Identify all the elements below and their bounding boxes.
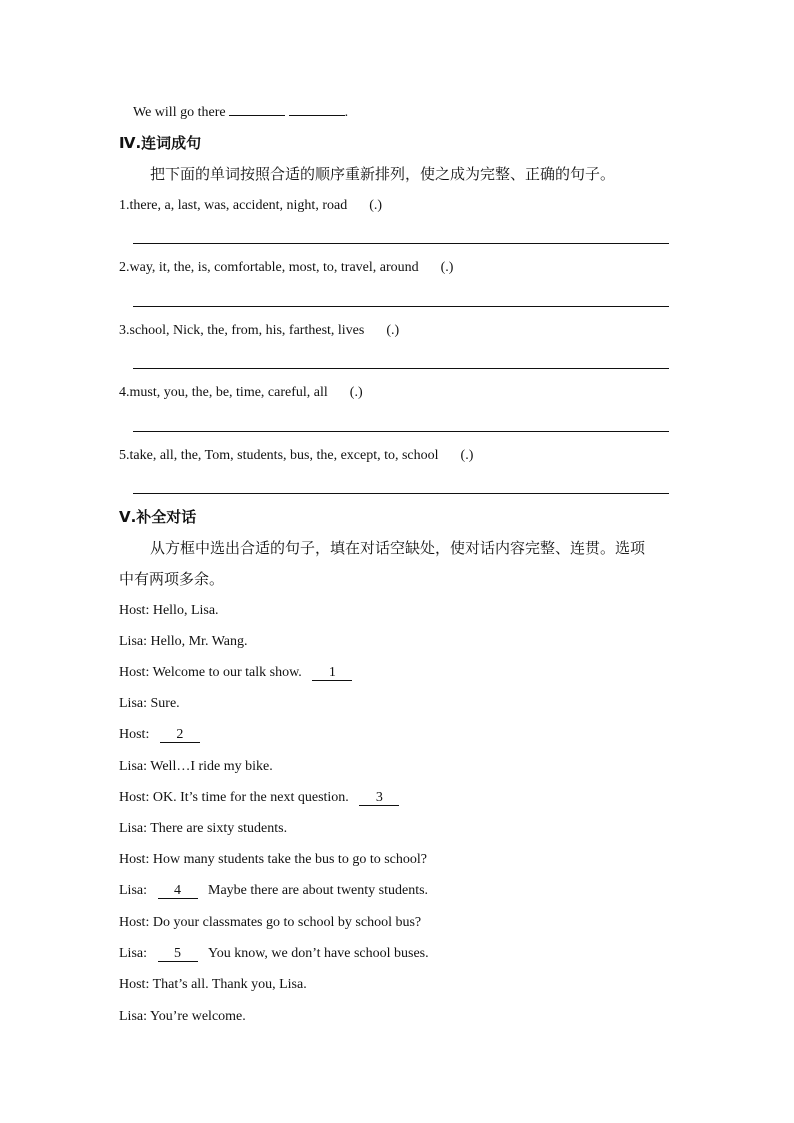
- dialogue-text: OK. It’s time for the next question.: [152, 790, 349, 805]
- dialogue-text: You know, we don’t have school buses.: [208, 946, 429, 961]
- speaker: Lisa:: [119, 696, 147, 711]
- dialogue-line: [119, 1008, 246, 1026]
- dialogue-text: Maybe there are about twenty students.: [208, 883, 429, 898]
- section-4-instruction: 把下面的单词按照合适的顺序重新排列，使之成为完整、正确的句子。: [150, 165, 616, 183]
- dialogue-line: [119, 664, 352, 682]
- speaker: Lisa:: [119, 634, 147, 649]
- dialogue-text: Hello, Mr. Wang.: [150, 634, 248, 649]
- item-words: 2.way, it, the, is, comfortable, most, to, travel, around: [119, 260, 419, 275]
- dialogue-text: There are sixty students.: [150, 821, 288, 836]
- list-item: [119, 259, 453, 277]
- answer-blank[interactable]: [229, 103, 285, 116]
- item-words: 5.take, all, the, Tom, students, bus, the, except, to, school: [119, 448, 439, 463]
- section-5-instruction-line2: 中有两项多余。: [119, 570, 225, 588]
- dialogue-text: You’re welcome.: [149, 1009, 246, 1024]
- dialogue-text: Do your classmates go to school by school bus?: [152, 915, 422, 930]
- speaker: Lisa:: [119, 946, 147, 961]
- top-sentence-text: We will go there: [133, 105, 226, 120]
- list-item: [119, 384, 363, 402]
- list-item: [119, 322, 399, 340]
- dialogue-line: [119, 758, 273, 776]
- section-4-title: Ⅳ.连词成句: [119, 134, 202, 152]
- dialogue-blank[interactable]: 4: [158, 883, 198, 899]
- speaker: Host:: [119, 790, 150, 805]
- answer-line[interactable]: [133, 306, 669, 307]
- dialogue-blank[interactable]: 1: [312, 665, 352, 681]
- top-sentence-end: .: [344, 105, 349, 120]
- dialogue-line: [119, 789, 399, 807]
- speaker: Host:: [119, 727, 150, 742]
- list-item: [119, 447, 473, 465]
- dialogue-line: [119, 726, 200, 744]
- speaker: Lisa:: [119, 821, 147, 836]
- speaker: Lisa:: [119, 759, 147, 774]
- item-punct: (.): [460, 448, 474, 463]
- dialogue-line: [119, 976, 307, 994]
- item-words: 4.must, you, the, be, time, careful, all: [119, 385, 328, 400]
- speaker: Host:: [119, 603, 150, 618]
- list-item: [119, 197, 382, 215]
- dialogue-line: [119, 633, 248, 651]
- speaker: Lisa:: [119, 1009, 147, 1024]
- dialogue-line: [119, 851, 427, 869]
- item-words: 1.there, a, last, was, accident, night, road: [119, 198, 348, 213]
- item-punct: (.): [440, 260, 454, 275]
- answer-blank[interactable]: [289, 103, 345, 116]
- dialogue-line: [119, 914, 421, 932]
- dialogue-line: [119, 820, 287, 838]
- answer-line[interactable]: [133, 243, 669, 244]
- item-words: 3.school, Nick, the, from, his, farthest, lives: [119, 323, 365, 338]
- item-punct: (.): [369, 198, 383, 213]
- item-punct: (.): [386, 323, 400, 338]
- speaker: Host:: [119, 665, 150, 680]
- answer-line[interactable]: [133, 493, 669, 494]
- speaker: Host:: [119, 977, 150, 992]
- speaker: Host:: [119, 852, 150, 867]
- dialogue-text: Welcome to our talk show.: [152, 665, 302, 680]
- dialogue-text: Well…I ride my bike.: [150, 759, 273, 774]
- section-5-title: Ⅴ.补全对话: [119, 508, 197, 526]
- dialogue-blank[interactable]: 3: [359, 790, 399, 806]
- dialogue-blank[interactable]: 5: [158, 946, 198, 962]
- answer-line[interactable]: [133, 368, 669, 369]
- dialogue-text: Hello, Lisa.: [152, 603, 219, 618]
- dialogue-text: That’s all. Thank you, Lisa.: [152, 977, 307, 992]
- dialogue-line: [119, 882, 428, 900]
- answer-line[interactable]: [133, 431, 669, 432]
- dialogue-text: How many students take the bus to go to school?: [152, 852, 427, 867]
- speaker: Lisa:: [119, 883, 147, 898]
- speaker: Host:: [119, 915, 150, 930]
- section-5-instruction-line1: 从方框中选出合适的句子，填在对话空缺处，使对话内容完整、连贯。选项: [150, 539, 646, 557]
- dialogue-line: [119, 945, 429, 963]
- dialogue-blank[interactable]: 2: [160, 727, 200, 743]
- top-sentence: [133, 103, 348, 122]
- dialogue-text: Sure.: [150, 696, 180, 711]
- dialogue-line: [119, 602, 219, 620]
- item-punct: (.): [349, 385, 363, 400]
- dialogue-line: [119, 695, 180, 713]
